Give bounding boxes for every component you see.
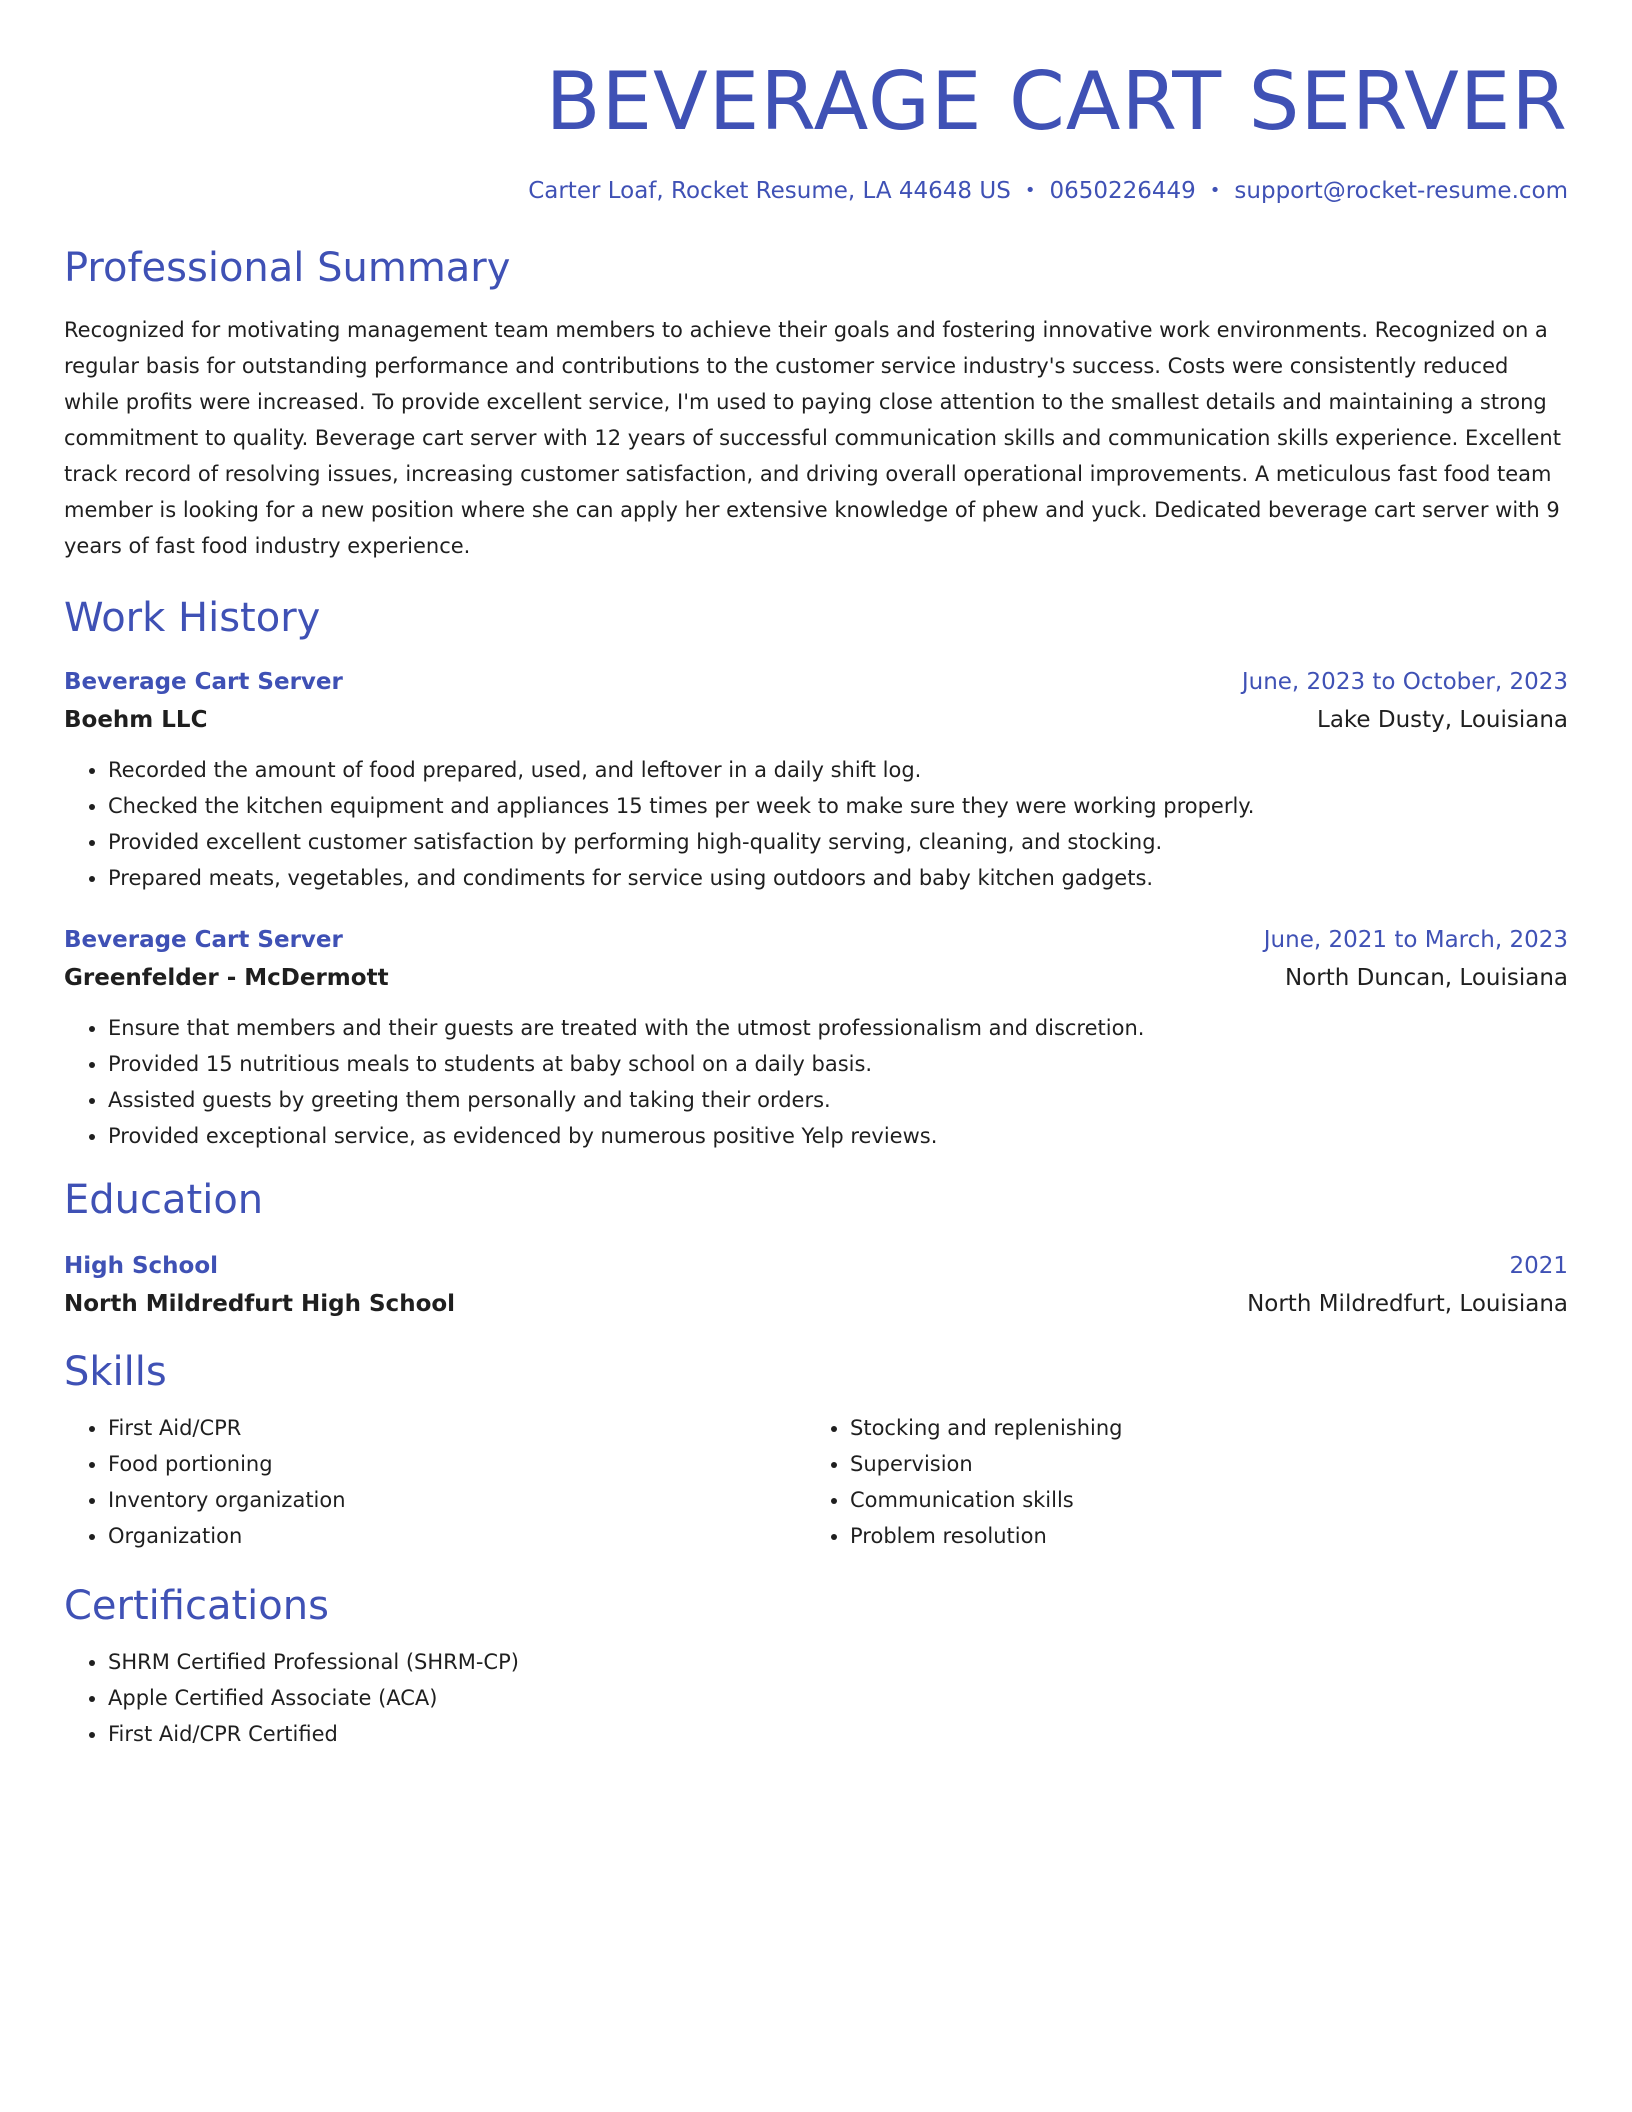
resume-header (64, 0, 1568, 206)
skills-list-right (806, 1410, 1548, 1554)
job-header-row (64, 922, 1568, 958)
job-bullet: • Prepared meats, vegetables, and condiments for service using outdoors and baby kitchen gadgets. (108, 860, 1568, 896)
skill-item: • First Aid/CPR (108, 1410, 806, 1446)
job-entry (64, 664, 1568, 896)
contact-separator: • (1209, 180, 1221, 201)
education-header-row (64, 1248, 1568, 1284)
skill-item: • Organization (108, 1518, 806, 1554)
job-bullet: • Recorded the amount of food prepared, used, and leftover in a daily shift log. (108, 752, 1568, 788)
certification-item: • Apple Certified Associate (ACA) (108, 1680, 1568, 1716)
job-bullet: • Provided exceptional service, as evidenced by numerous positive Yelp reviews. (108, 1118, 1568, 1154)
section-title-skills: Skills (64, 1349, 167, 1395)
contact-separator: • (1024, 180, 1036, 201)
job-header-row (64, 664, 1568, 700)
education-degree: High School (64, 1253, 219, 1279)
section-title-summary: Professional Summary (64, 245, 511, 291)
candidate-name: BEVERAGE CART SERVER (545, 55, 1568, 148)
certification-item: • First Aid/CPR Certified (108, 1716, 1568, 1752)
job-entry (64, 922, 1568, 1154)
section-title-education: Education (64, 1177, 264, 1223)
job-bullet: • Ensure that members and their guests are treated with the utmost professionalism and discretion. (108, 1010, 1568, 1046)
education-location: North Mildredfurt, Louisiana (1247, 1291, 1568, 1317)
job-dates: June, 2021 to March, 2023 (1263, 927, 1568, 953)
section-title-work-history: Work History (64, 595, 321, 641)
education-year: 2021 (1509, 1253, 1568, 1279)
job-dates: June, 2023 to October, 2023 (1241, 669, 1568, 695)
skill-item: • Communication skills (850, 1482, 1548, 1518)
job-company-row (64, 958, 1568, 998)
skill-item: • Supervision (850, 1446, 1548, 1482)
job-bullet: • Provided 15 nutritious meals to students at baby school on a daily basis. (108, 1046, 1568, 1082)
skills-columns (64, 1410, 1568, 1554)
job-bullet: • Checked the kitchen equipment and appliances 15 times per week to make sure they were working properly. (108, 788, 1568, 824)
section-title-certifications: Certifications (64, 1583, 329, 1629)
skill-item: • Food portioning (108, 1446, 806, 1482)
job-company: Boehm LLC (64, 707, 208, 733)
job-company: Greenfelder - McDermott (64, 965, 389, 991)
certification-item: • SHRM Certified Professional (SHRM-CP) (108, 1644, 1568, 1680)
skill-item: • Stocking and replenishing (850, 1410, 1548, 1446)
education-school-row (64, 1284, 1568, 1324)
job-location: North Duncan, Louisiana (1284, 965, 1568, 991)
contact-address: Carter Loaf, Rocket Resume, LA 44648 US (528, 178, 1011, 204)
job-bullet-list (64, 752, 1568, 896)
contact-phone: 0650226449 (1049, 178, 1196, 204)
contact-line (64, 176, 1568, 206)
education-entry (64, 1248, 1568, 1324)
summary-text: Recognized for motivating management team members to achieve their goals and fostering innovative work environments. Recognized on a regular basis for outstanding performance and contributions to the customer service industry's success. Costs were consistently reduced while profits were increased. To provide excellent service, I'm used to paying close attention to the smallest details and maintaining a strong commitment to quality. Beverage cart server with 12 years of successful communication skills and communication skills experience. Excellent track record of resolving issues, increasing customer satisfaction, and driving overall operational improvements. A meticulous fast food team member is looking for a new position where she can apply her extensive knowledge of phew and yuck. Dedicated beverage cart server with 9 years of fast food industry experience. (64, 318, 1561, 558)
job-bullet-list (64, 1010, 1568, 1154)
contact-email[interactable]: support@rocket-resume.com (1234, 178, 1568, 204)
job-bullet: • Provided excellent customer satisfaction by performing high-quality serving, cleaning, and stocking. (108, 824, 1568, 860)
job-bullet: • Assisted guests by greeting them personally and taking their orders. (108, 1082, 1568, 1118)
job-role: Beverage Cart Server (64, 669, 343, 695)
skills-list-left (64, 1410, 806, 1554)
certifications-list (64, 1644, 1568, 1752)
education-school: North Mildredfurt High School (64, 1291, 456, 1317)
job-location: Lake Dusty, Louisiana (1317, 707, 1568, 733)
resume-page (64, 0, 1568, 1752)
skill-item: • Problem resolution (850, 1518, 1548, 1554)
job-company-row (64, 700, 1568, 740)
job-role: Beverage Cart Server (64, 927, 343, 953)
skill-item: • Inventory organization (108, 1482, 806, 1518)
